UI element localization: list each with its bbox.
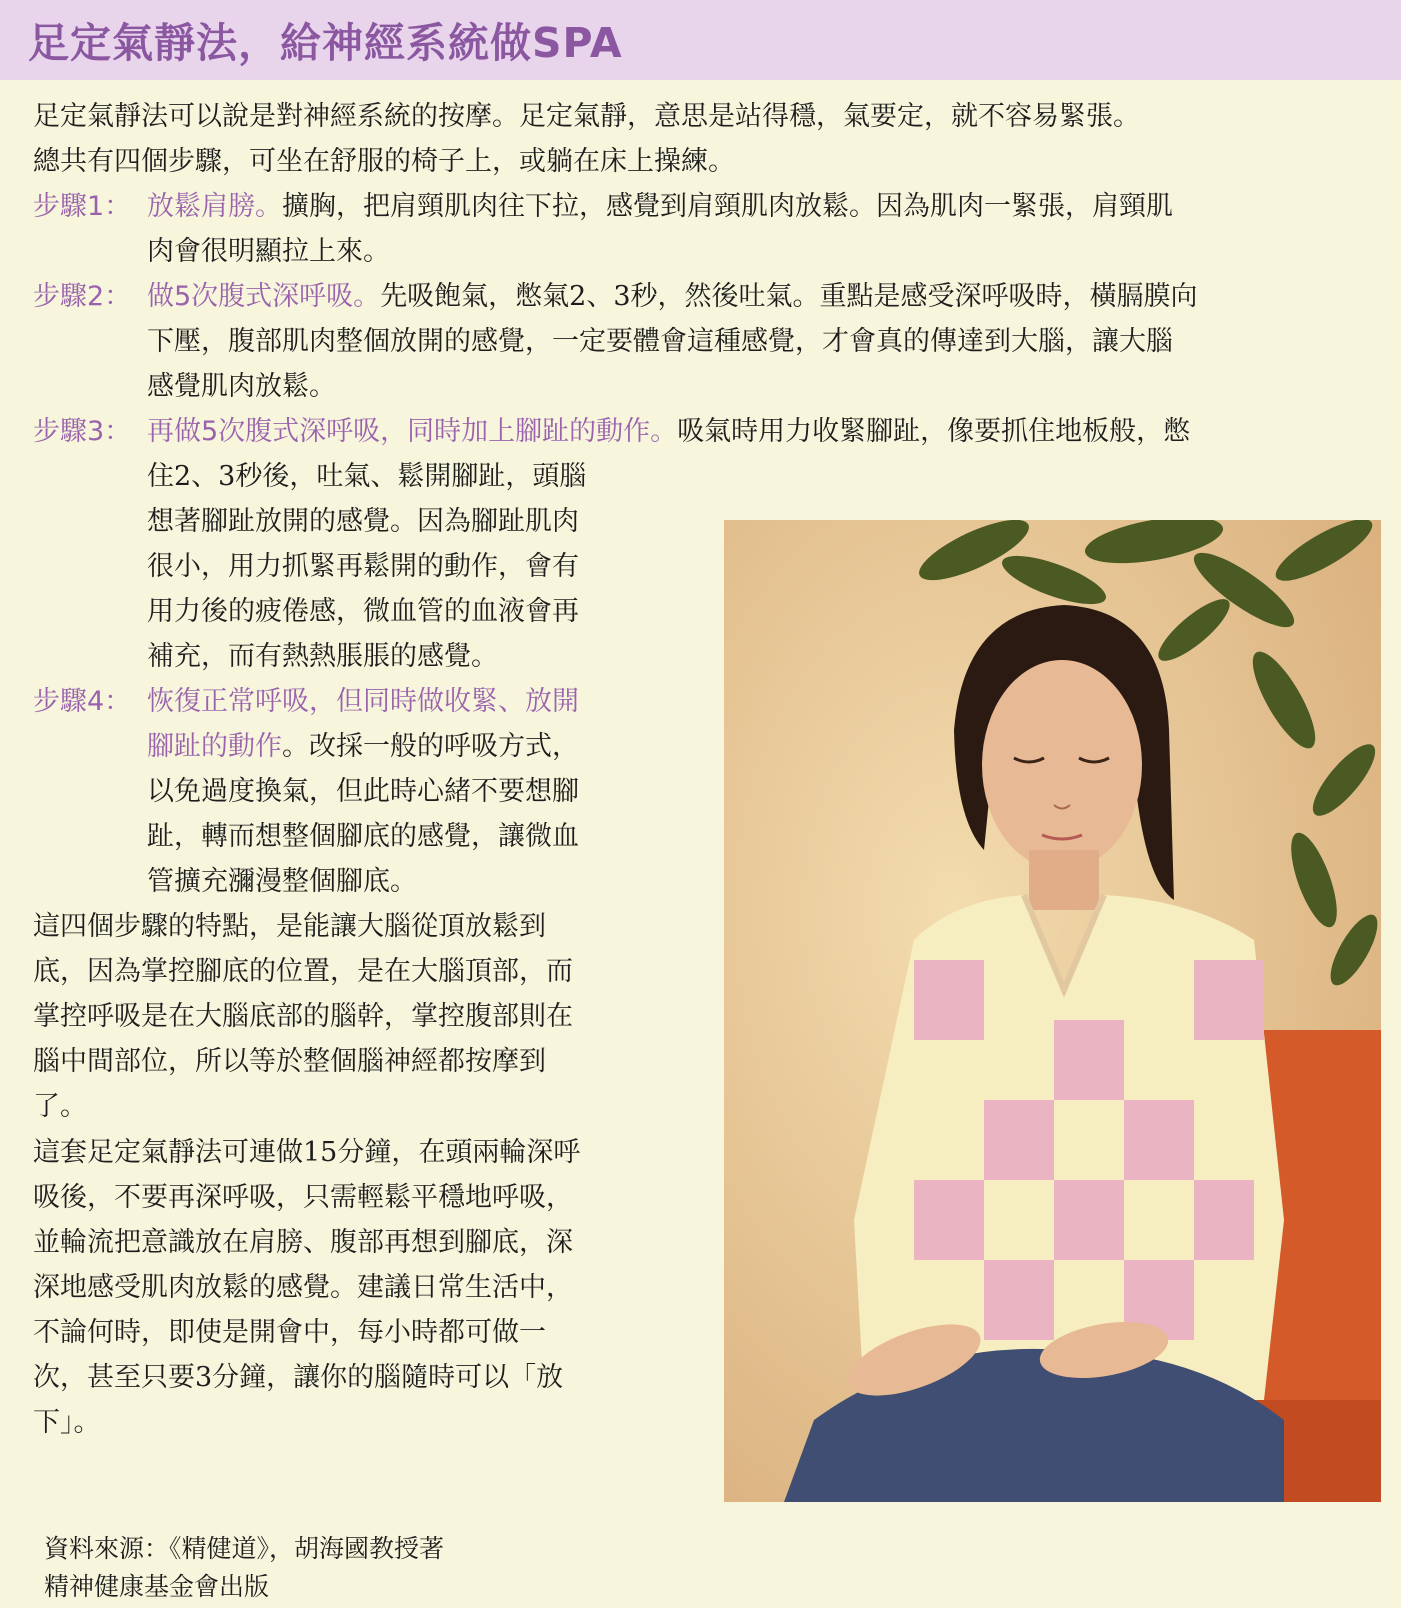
paragraph-line: 次，甚至只要3分鐘，讓你的腦隨時可以「放: [33, 1362, 564, 1393]
paragraph-line: 不論何時，即使是開會中，每小時都可做一: [33, 1317, 546, 1348]
step-label: 步驟1：: [33, 191, 132, 222]
step-text: 。改採一般的呼吸方式，: [282, 731, 579, 762]
step-text: 想著腳趾放開的感覺。因為腳趾肌肉: [147, 506, 579, 537]
paragraph-line: 這四個步驟的特點，是能讓大腦從頂放鬆到: [33, 911, 546, 942]
source-citation: [44, 1530, 444, 1606]
paragraph-line: 並輪流把意識放在肩膀、腹部再想到腳底，深: [33, 1227, 573, 1258]
step-text: 管擴充瀰漫整個腳底。: [147, 866, 417, 897]
intro-line-2: 總共有四個步驟，可坐在舒服的椅子上，或躺在床上操練。: [33, 146, 735, 177]
step-text: 用力後的疲倦感，微血管的血液會再: [147, 596, 579, 627]
step-text: 感覺肌肉放鬆。: [147, 371, 336, 402]
step-text: 住2、3秒後，吐氣、鬆開腳趾，頭腦: [147, 461, 587, 492]
step-highlight: 恢復正常呼吸，但同時做收緊、放開: [147, 686, 579, 717]
step-highlight: 再做5次腹式深呼吸，同時加上腳趾的動作。: [147, 416, 678, 447]
step-1: [33, 184, 1378, 274]
paragraph-line: 了。: [33, 1091, 87, 1122]
paragraph-line: 吸後，不要再深呼吸，只需輕鬆平穩地呼吸，: [33, 1182, 573, 1213]
step-text: 很小，用力抓緊再鬆開的動作，會有: [147, 551, 579, 582]
step-2: [33, 274, 1378, 409]
conclusion-paragraph-2: [33, 1130, 580, 1445]
meditation-photo: [724, 520, 1381, 1502]
step-text: 先吸飽氣，憋氣2、3秒，然後吐氣。重點是感受深呼吸時，橫膈膜向: [380, 281, 1198, 312]
step-label: 步驟3：: [33, 416, 132, 447]
paragraph-line: 深地感受肌肉放鬆的感覺。建議日常生活中，: [33, 1272, 573, 1303]
step-text: 下壓，腹部肌肉整個放開的感覺，一定要體會這種感覺，才會真的傳達到大腦，讓大腦: [147, 326, 1173, 357]
step-highlight: 放鬆肩膀。: [147, 191, 282, 222]
step-text: 趾，轉而想整個腳底的感覺，讓微血: [147, 821, 579, 852]
paragraph-line: 腦中間部位，所以等於整個腦神經都按摩到: [33, 1046, 546, 1077]
paragraph-line: 這套足定氣靜法可連做15分鐘，在頭兩輪深呼: [33, 1137, 581, 1168]
conclusion-paragraph-1: [33, 904, 573, 1129]
step-text: 吸氣時用力收緊腳趾，像要抓住地板般，憋: [677, 416, 1191, 447]
paragraph-line: 掌控呼吸是在大腦底部的腦幹，掌控腹部則在: [33, 1001, 573, 1032]
paragraph-line: 下」。: [33, 1407, 101, 1438]
title-banner: [0, 0, 1401, 80]
page-title: 足定氣靜法，給神經系統做SPA: [28, 19, 623, 67]
step-label: 步驟2：: [33, 281, 132, 312]
source-line: 精神健康基金會出版: [44, 1572, 270, 1601]
step-text: 以免過度換氣，但此時心緒不要想腳: [147, 776, 579, 807]
step-label: 步驟4：: [33, 686, 132, 717]
step-highlight: 腳趾的動作: [147, 731, 282, 762]
source-line: 資料來源：《精健道》，胡海國教授著: [44, 1534, 445, 1563]
paragraph-line: 底，因為掌控腳底的位置，是在大腦頂部，而: [33, 956, 573, 987]
step-text: 擴胸，把肩頸肌肉往下拉，感覺到肩頸肌肉放鬆。因為肌肉一緊張，肩頸肌: [282, 191, 1173, 222]
intro-line-1: 足定氣靜法可以說是對神經系統的按摩。足定氣靜，意思是站得穩，氣要定，就不容易緊張。: [33, 101, 1140, 132]
step-text: 補充，而有熱熱脹脹的感覺。: [147, 641, 498, 672]
step-highlight: 做5次腹式深呼吸。: [147, 281, 381, 312]
photo-illustration: [724, 520, 1381, 1502]
step-text: 肉會很明顯拉上來。: [147, 236, 390, 267]
